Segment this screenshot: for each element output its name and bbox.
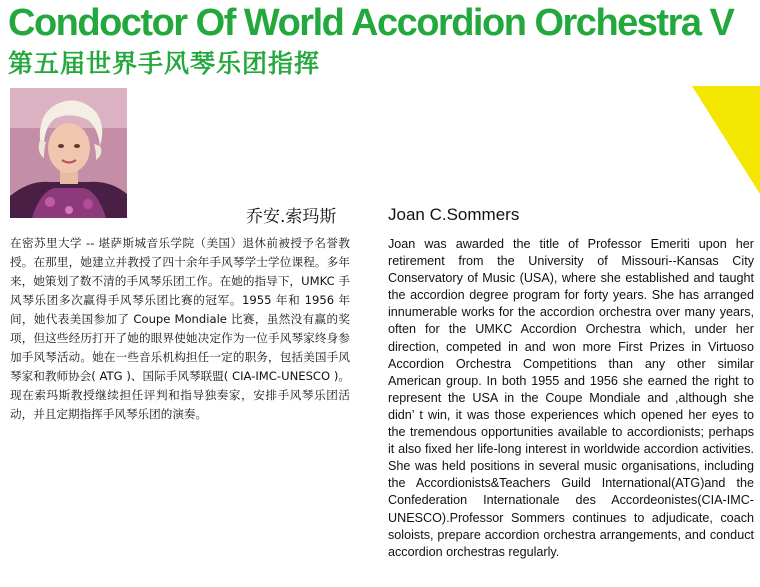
biography-english: Joan was awarded the title of Professor Emeriti upon her retirement from the University of Missouri--Kansas City Conservatory of Music (USA), where she established and taught the accordion degree program for forty years. She has arranged innumerable works for the accordion orchestra over many years, often for the UMKC Accordion Orchestra which, under her direction, competed in and won more First Prizes in Virtuoso Accordion Orchestra Competitions than any other similar American group. In both 1955 and 1956 she earned the right to represent the USA in the Coupe Mondiale and ,although she didn’ t win, it was those experiences which opened her eyes to the tremendous opportunities available to accordionists; perhaps it also fixed her life-long interest in worldwide accordion activities. She was held positions in several music organisations, including the Accordionists&Teachers Guild International(ATG)and the Confederation Internationale des Accordeonistes(CIA-IMC-UNESCO).Professor Sommers continues to adjudicate, coach soloists, prepare accordion orchestra arrangements, and conduct accordion orchestras regularly. [388,237,754,559]
page-title-chinese: 第五届世界手风琴乐团指挥 [8,49,321,78]
portrait-illustration [10,88,127,218]
biography-chinese: 在密苏里大学 -- 堪萨斯城音乐学院（美国）退休前被授予名誉教授。在那里，她建立并教授了四十余年手风琴学士学位课程。多年来，她策划了数不清的手风琴乐团工作。在她的指导下，UMKC 手风琴乐团多次赢得手风琴乐团比赛的冠军。1955 年和 1956 年间，她代表美国参加了 Coupe Mondiale 比赛，虽然没有赢的奖项，但这些经历打开了她的眼界使她决定作为一位手风琴家终身参加手风琴活动。她在一些音乐机构担任一定的职务，包括美国手风琴家和教师协会( ATG )、国际手风琴联盟( CIA-IMC-UNESCO )。现在索玛斯教授继续担任评判和指导独奏家，安排手风琴乐团活动，并且定期指挥手风琴乐团的演奏。 [10,236,350,421]
page-title-english: Condoctor Of World Accordion Orchestra V [8,2,734,44]
name-chinese: 乔安.索玛斯 [246,207,337,227]
portrait-photo [10,88,127,218]
yellow-triangle-shape [692,86,760,194]
name-english: Joan C.Sommers [388,205,520,224]
yellow-triangle-decoration [692,86,760,194]
